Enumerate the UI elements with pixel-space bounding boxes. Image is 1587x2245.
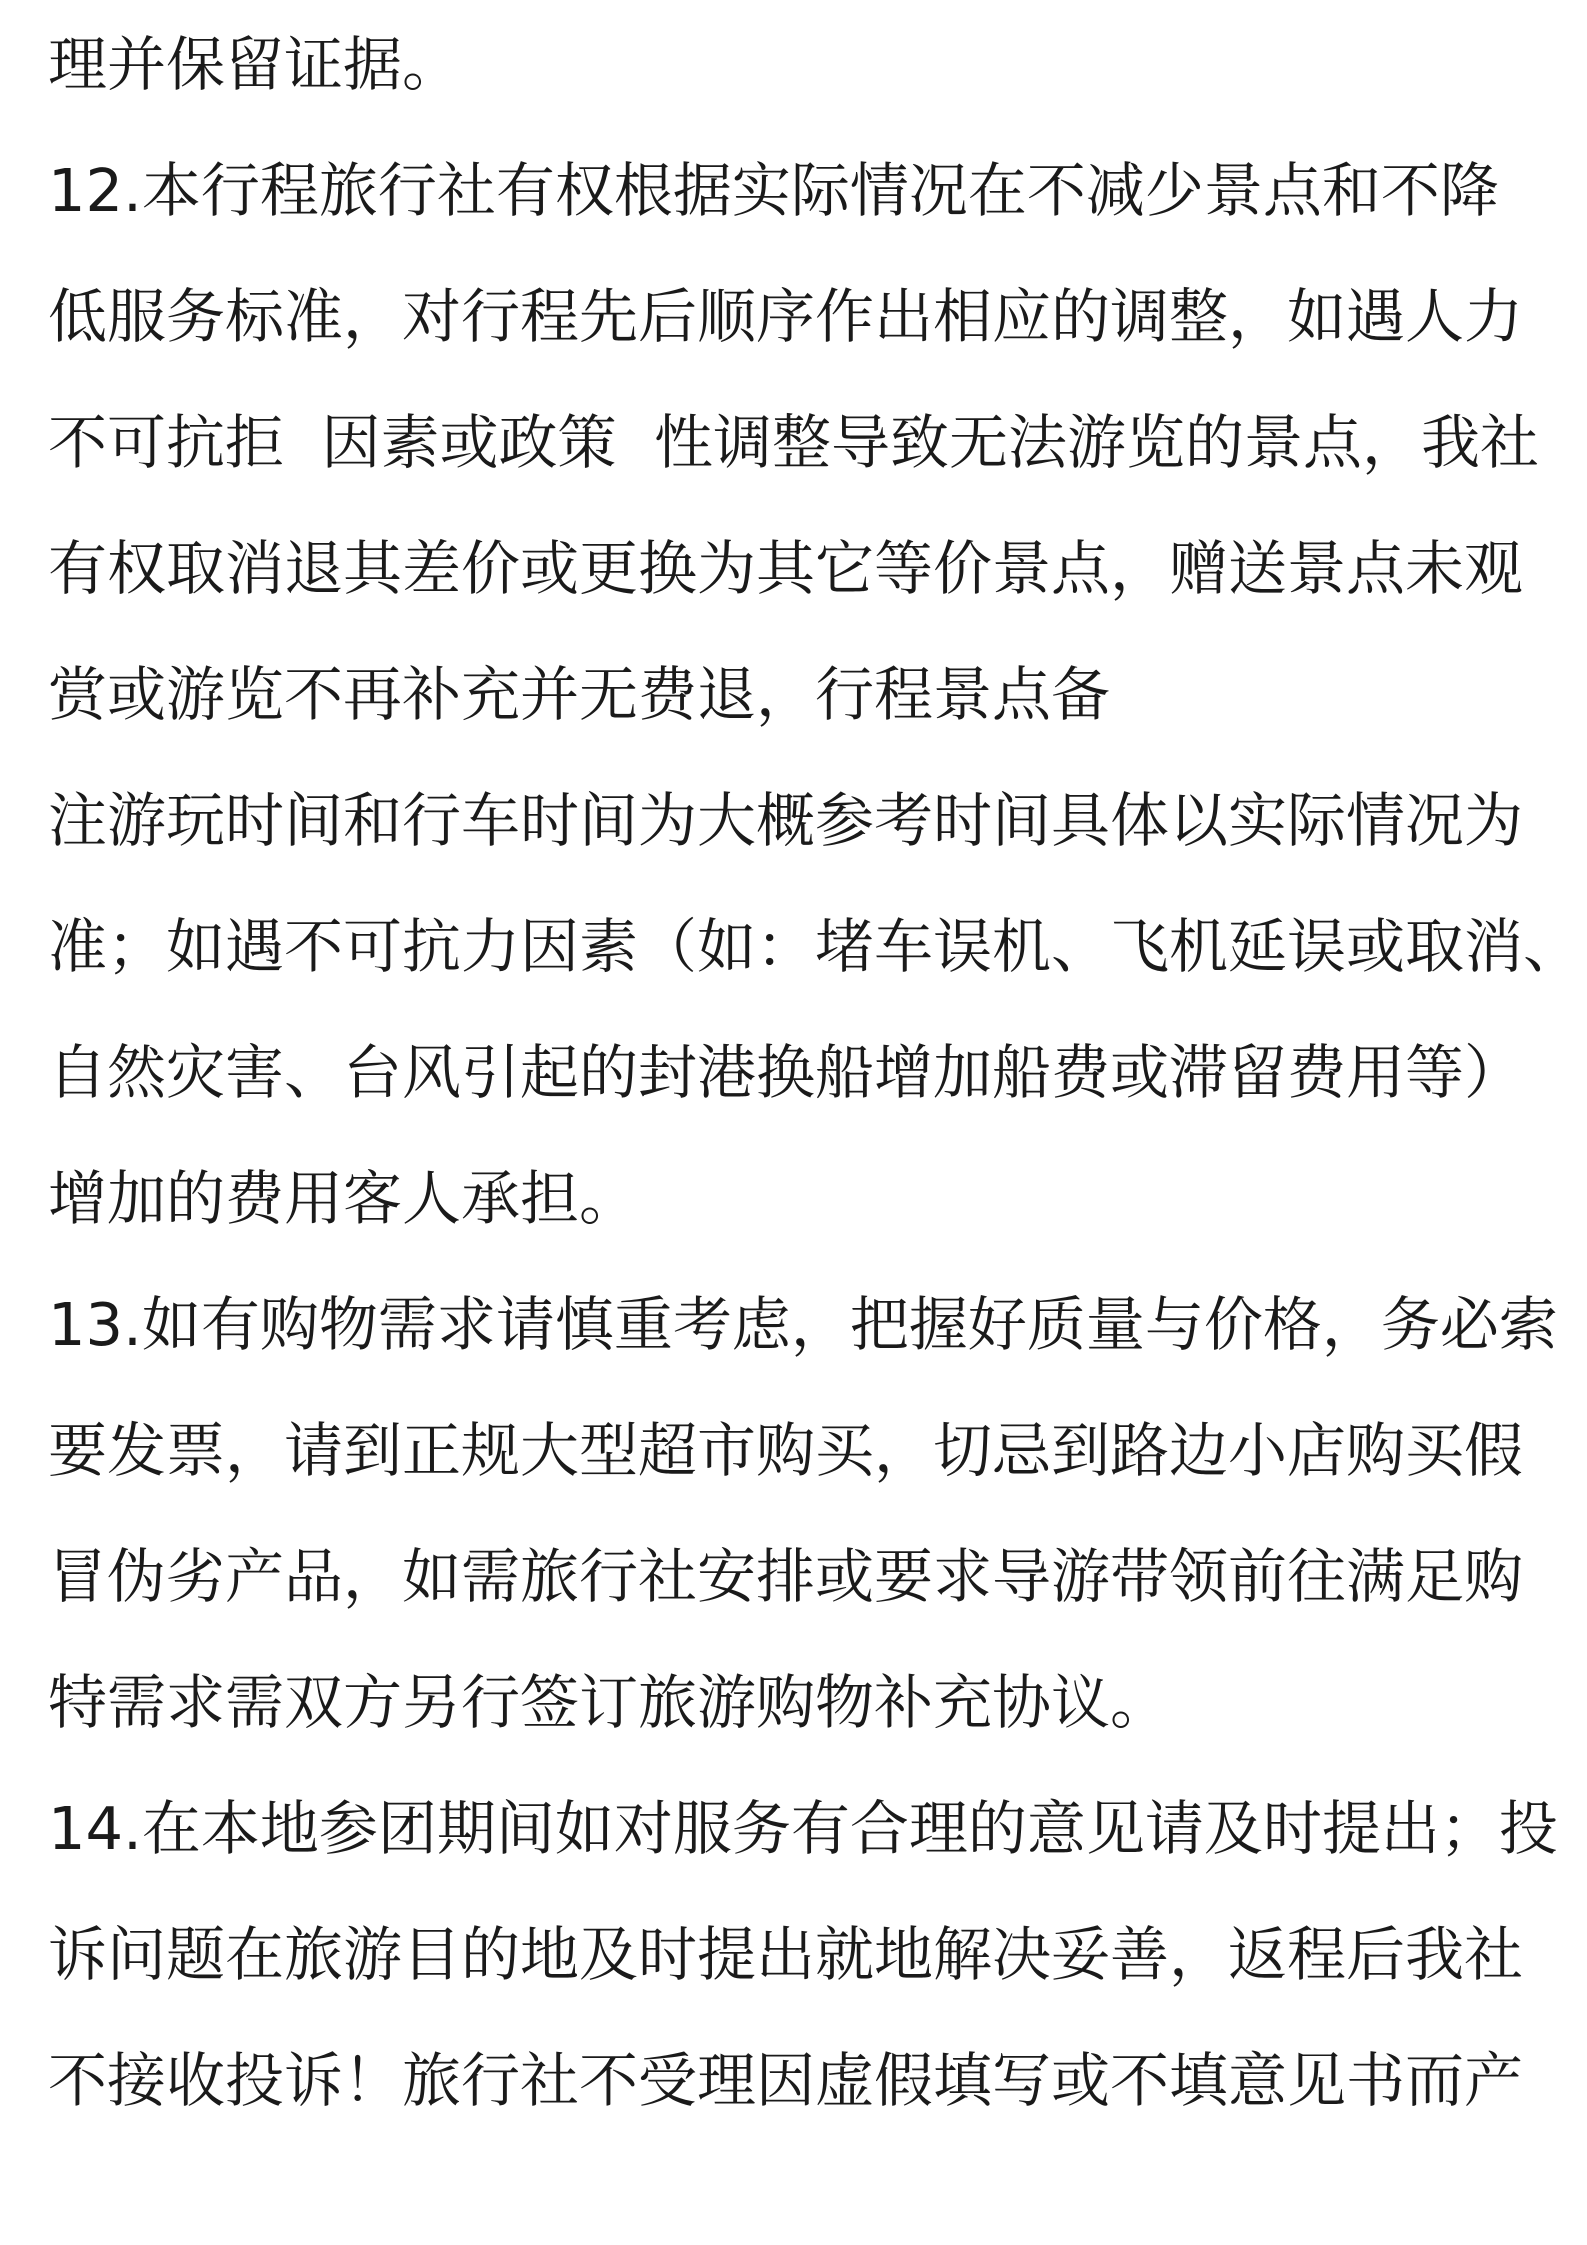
text-line: 13.如有购物需求请慎重考虑，把握好质量与价格，务必索 — [48, 1290, 1558, 1359]
text-line: 不可抗拒 因素或政策 性调整导致无法游览的景点，我社 — [48, 408, 1540, 477]
text-line: 低服务标准，对行程先后顺序作出相应的调整，如遇人力 — [48, 282, 1524, 351]
text-line: 赏或游览不再补充并无费退，行程景点备 — [48, 660, 1111, 729]
text-line: 准；如遇不可抗力因素（如：堵车误机、飞机延误或取消、 — [48, 912, 1583, 981]
text-line: 注游玩时间和行车时间为大概参考时间具体以实际情况为 — [48, 786, 1524, 855]
text-line: 理并保留证据。 — [48, 30, 462, 99]
text-line: 冒伪劣产品，如需旅行社安排或要求导游带领前往满足购 — [48, 1542, 1524, 1611]
text-line: 12.本行程旅行社有权根据实际情况在不减少景点和不降 — [48, 156, 1499, 225]
text-line: 不接收投诉！旅行社不受理因虚假填写或不填意见书而产 — [48, 2046, 1524, 2115]
text-line: 诉问题在旅游目的地及时提出就地解决妥善，返程后我社 — [48, 1920, 1524, 1989]
text-line: 要发票，请到正规大型超市购买，切忌到路边小店购买假 — [48, 1416, 1524, 1485]
text-line: 14.在本地参团期间如对服务有合理的意见请及时提出；投 — [48, 1794, 1558, 1863]
text-line: 特需求需双方另行签订旅游购物补充协议。 — [48, 1668, 1170, 1737]
text-line: 增加的费用客人承担。 — [48, 1164, 639, 1233]
text-line: 自然灾害、台风引起的封港换船增加船费或滞留费用等） — [48, 1038, 1524, 1107]
text-line: 有权取消退其差价或更换为其它等价景点，赠送景点未观 — [48, 534, 1524, 603]
